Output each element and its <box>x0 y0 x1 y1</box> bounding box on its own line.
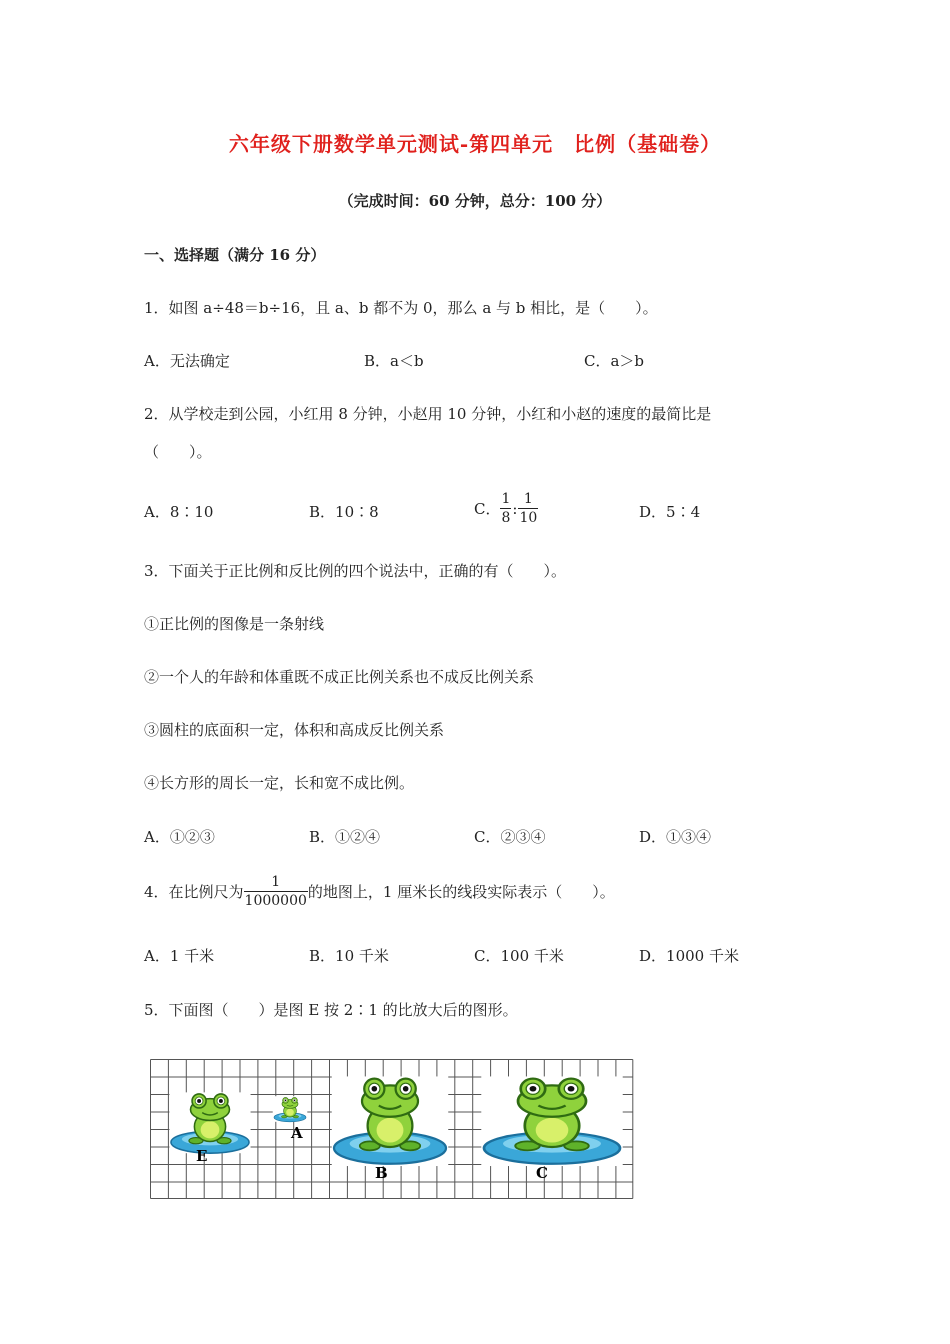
q3-statement-2: ②一个人的年龄和体重既不成正比例关系也不成反比例关系 <box>144 668 535 686</box>
q4-option-c: C．100 千米 <box>474 947 564 965</box>
frog-grid-figure <box>150 1059 634 1207</box>
page-subtitle: （完成时间：60 分钟，总分：100 分） <box>338 192 612 210</box>
label-b: B <box>375 1164 388 1182</box>
q4-option-d: D．1000 千米 <box>639 947 739 965</box>
q2-option-b: B．10∶8 <box>309 503 379 521</box>
frog-a <box>273 1096 308 1122</box>
q2-option-c <box>474 490 538 527</box>
q3-statement-3: ③圆柱的底面积一定，体积和高成反比例关系 <box>144 721 445 739</box>
page-title: 六年级下册数学单元测试-第四单元 比例（基础卷） <box>228 132 722 156</box>
q3-statement-1: ①正比例的图像是一条射线 <box>144 615 325 633</box>
ratio-colon: : <box>512 499 518 518</box>
question-5-stem: 5．下面图（ ）是图 E 按 2∶1 的比放大后的图形。 <box>144 1001 518 1019</box>
frog-b <box>332 1076 448 1166</box>
label-c: C <box>536 1164 548 1182</box>
section-heading: 一、选择题（满分 16 分） <box>144 246 326 264</box>
q2-option-a: A．8∶10 <box>144 503 214 521</box>
q4-option-b: B．10 千米 <box>309 947 389 965</box>
q1-option-b: B．a＜b <box>364 352 424 370</box>
q3-option-d: D．①③④ <box>639 828 712 846</box>
q1-option-a: A．无法确定 <box>144 352 230 370</box>
question-3-stem: 3．下面关于正比例和反比例的四个说法中，正确的有（ ）。 <box>144 562 567 580</box>
q3-option-a: A．①②③ <box>144 828 215 846</box>
scale-fraction: $\frac{1}{1000000}$ <box>244 874 307 909</box>
frog-e <box>169 1092 250 1153</box>
q1-option-c: C．a＞b <box>584 352 645 370</box>
q4-option-a: A．1 千米 <box>144 947 215 965</box>
question-4-stem: 4．在比例尺为 $\frac{1}{1000000}$ 的地图上，1 厘米长的线段实际表示（ ）。 <box>144 874 615 909</box>
q3-option-b: B．①②④ <box>309 828 381 846</box>
q2-option-d: D．5∶4 <box>639 503 701 521</box>
question-2-stem-line2: （ ）。 <box>144 443 212 461</box>
label-a: A <box>291 1124 303 1142</box>
question-2-stem-line1: 2．从学校走到公园，小红用 8 分钟，小赵用 10 分钟，小红和小赵的速度的最简比是 <box>144 405 712 423</box>
q2-option-c-label: C． <box>474 500 501 518</box>
label-e: E <box>196 1147 208 1165</box>
frog-c <box>481 1076 622 1166</box>
question-1-stem: 1．如图 a÷48＝b÷16，且 a、b 都不为 0，那么 a 与 b 相比，是（ ）。 <box>144 299 658 317</box>
q3-option-c: C．②③④ <box>474 828 546 846</box>
fraction-one-tenth: $\frac{1}{10}$ <box>519 491 538 526</box>
fraction-one-eighth: $\frac{1}{8}$ <box>501 491 511 526</box>
q3-statement-4: ④长方形的周长一定，长和宽不成比例。 <box>144 774 415 792</box>
